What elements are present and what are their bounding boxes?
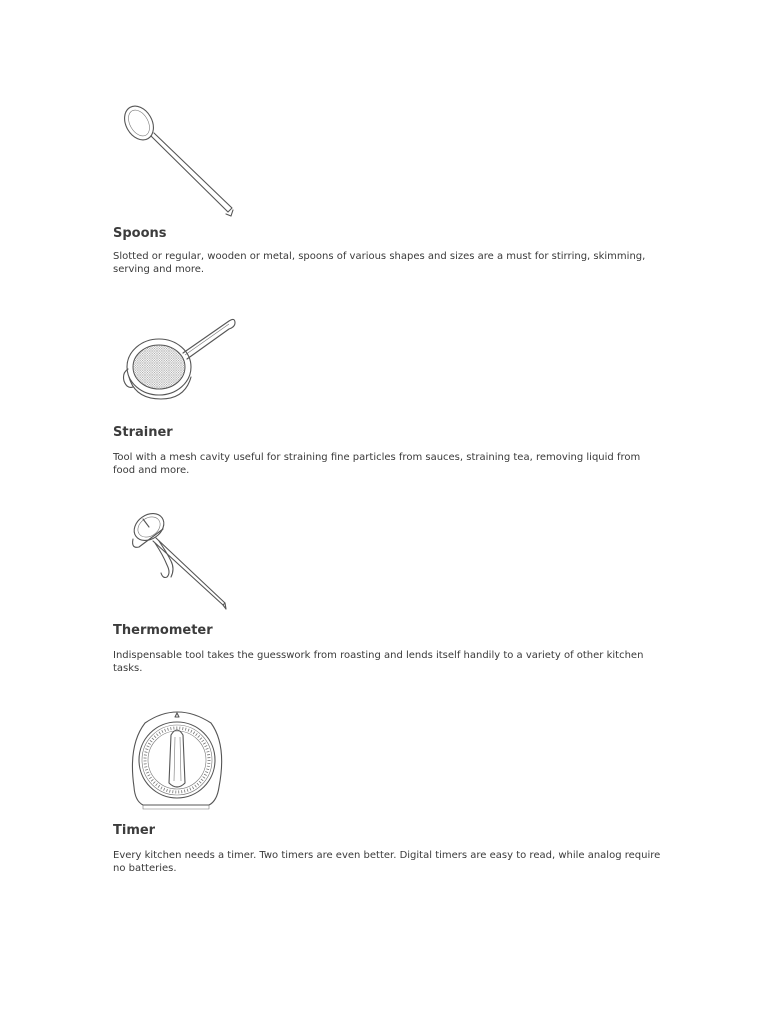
- strainer-icon: [121, 315, 251, 410]
- item-title: Spoons: [113, 226, 167, 241]
- item-description: Every kitchen needs a timer. Two timers are even better. Digital timers are easy to read, while analog require no batteries.: [113, 850, 661, 874]
- item-description: Indispensable tool takes the guesswork from roasting and lends itself handily to a variety of other kitchen tasks.: [113, 650, 644, 674]
- item-title: Strainer: [113, 425, 173, 440]
- item-description: Tool with a mesh cavity useful for straining fine particles from sauces, straining tea, removing liquid from food and more.: [113, 452, 641, 476]
- spoon-icon: [121, 100, 241, 220]
- item-description: Slotted or regular, wooden or metal, spoons of various shapes and sizes are a must for stirring, skimming, serving and more.: [113, 251, 646, 275]
- thermometer-icon: [127, 505, 237, 615]
- item-title: Thermometer: [113, 623, 213, 638]
- item-title: Timer: [113, 823, 156, 838]
- timer-icon: [131, 705, 231, 810]
